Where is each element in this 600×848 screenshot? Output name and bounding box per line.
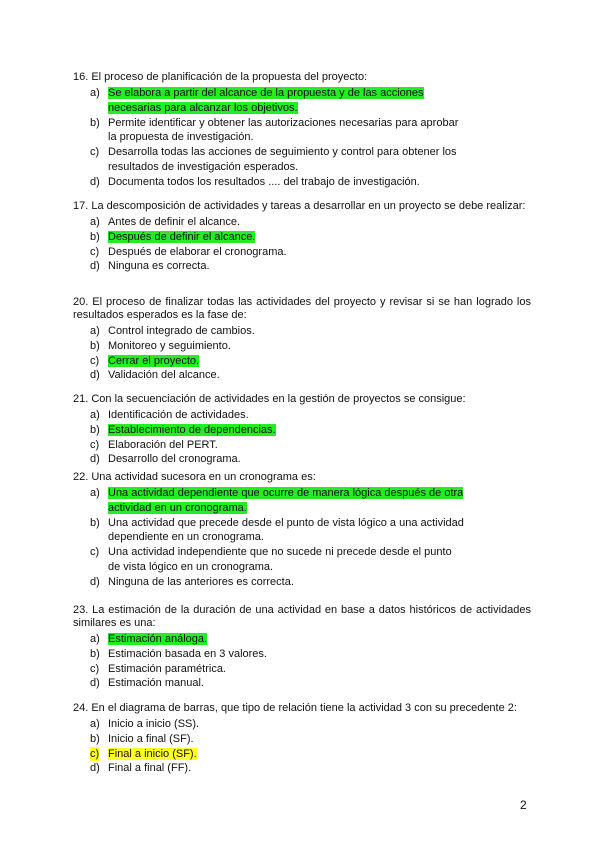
option-text: Desarrollo del cronograma. <box>108 453 241 466</box>
question-16 <box>73 71 531 190</box>
question-stem: 16. El proceso de planificación de la propuesta del proyecto: <box>73 71 368 83</box>
option-text: Monitoreo y seguimiento. <box>108 339 231 352</box>
option-text: Estimación manual. <box>108 677 204 690</box>
question-22 <box>73 471 531 590</box>
option-letter: c) <box>90 546 100 559</box>
answer-option <box>73 339 531 354</box>
option-letter: b) <box>90 230 100 243</box>
option-letter: b) <box>90 116 100 129</box>
page-number: 2 <box>520 798 527 812</box>
answer-option <box>73 632 531 647</box>
highlighted-answer-text: en un cronograma. <box>154 501 247 514</box>
option-letter: b) <box>90 423 100 436</box>
option-letter: a) <box>90 216 100 228</box>
answer-option <box>73 408 531 423</box>
answer-option <box>73 86 531 116</box>
question-stem: 17. La descomposición de actividades y tareas a desarrollar en un proyecto se debe realizar: <box>73 200 526 212</box>
highlighted-answer-text: Establecimiento de dependencias. <box>108 423 276 436</box>
option-text: dependiente en un cronograma. <box>108 531 264 544</box>
option-text: Final a final (FF). <box>108 762 192 775</box>
answer-option <box>73 662 531 677</box>
answer-option <box>73 438 531 453</box>
answer-option <box>73 486 531 516</box>
option-letter: c) <box>90 245 100 258</box>
highlighted-answer-text: Cerrar el proyecto. <box>108 354 200 367</box>
option-letter: c) <box>90 146 100 159</box>
answer-option <box>73 747 531 762</box>
option-text: Estimación basada en 3 valores. <box>108 647 267 660</box>
option-letter: a) <box>90 487 100 499</box>
highlighted-answer-text: Se elabora a partir del alcance de la propuesta y de las acciones <box>108 87 424 99</box>
option-text: resultados de investigación esperados. <box>108 160 299 173</box>
answer-option <box>73 215 531 230</box>
answer-option <box>73 761 531 776</box>
option-letter: c) <box>90 662 100 675</box>
question-stem: 20. El proceso de finalizar todas las actividades del proyecto y revisar si se han logrado los resultados esperados es la fase de: <box>73 296 531 321</box>
option-letter: c) <box>90 747 100 760</box>
option-text: Estimación paramétrica. <box>108 662 226 675</box>
option-letter: b) <box>90 647 100 660</box>
option-letter: b) <box>90 339 100 352</box>
option-text: Ninguna es correcta. <box>108 260 210 273</box>
option-letter: b) <box>90 516 100 529</box>
answer-option <box>73 717 531 732</box>
answer-option <box>73 732 531 747</box>
question-20 <box>73 296 531 383</box>
answer-option <box>73 676 531 691</box>
question-24 <box>73 702 531 776</box>
answer-option <box>73 145 531 175</box>
highlighted-answer-text: Después de definir el alcance. <box>108 230 256 243</box>
option-text: Una actividad que precede desde el punto de vista lógico a una actividad <box>108 516 464 529</box>
question-stem: 23. La estimación de la duración de una actividad en base a datos históricos de actividades similares es una: <box>73 604 531 629</box>
question-23 <box>73 604 531 691</box>
option-text: Documenta todos los resultados .... del trabajo de investigación. <box>108 175 420 188</box>
answer-option <box>73 116 531 146</box>
answer-option <box>73 245 531 260</box>
highlighted-answer-text: actividad <box>108 501 155 514</box>
highlighted-answer-text: Final a inicio (SF). <box>108 747 197 760</box>
answer-option <box>73 354 531 369</box>
highlighted-answer-text: Una actividad dependiente que ocurre de manera lógica después de otra <box>108 487 464 499</box>
question-17 <box>73 200 531 274</box>
option-text: Ninguna de las anteriores es correcta. <box>108 575 294 588</box>
option-letter: d) <box>90 175 100 188</box>
highlighted-answer-text: Estimación análoga. <box>108 633 208 645</box>
option-letter: c) <box>90 354 100 367</box>
option-text: Permite identificar y obtener las autorizaciones necesarias para aprobar <box>108 116 459 129</box>
highlighted-answer-text: necesarias para <box>108 101 190 114</box>
option-letter: d) <box>90 677 100 690</box>
option-text: Identificación de actividades. <box>108 409 249 421</box>
option-letter: b) <box>90 732 100 745</box>
option-letter: a) <box>90 718 100 730</box>
highlighted-answer-text: alcanzar los objetivos. <box>189 101 298 114</box>
option-letter: d) <box>90 762 100 775</box>
option-letter: c) <box>90 438 100 451</box>
answer-option <box>73 324 531 339</box>
answer-option <box>73 368 531 383</box>
answer-option <box>73 575 531 590</box>
answer-option <box>73 423 531 438</box>
answer-option <box>73 516 531 546</box>
option-text: Validación del alcance. <box>108 369 220 382</box>
option-letter: a) <box>90 87 100 99</box>
option-text: Control integrado de cambios. <box>108 325 255 337</box>
option-letter: d) <box>90 453 100 466</box>
question-stem: 21. Con la secuenciación de actividades en la gestión de proyectos se consigue: <box>73 393 466 405</box>
option-letter: a) <box>90 409 100 421</box>
option-text: Antes de definir el alcance. <box>108 216 241 228</box>
answer-option <box>73 259 531 274</box>
option-text: Desarrolla todas las acciones de seguimiento y control para obtener los <box>108 146 457 159</box>
option-text: Después de elaborar el cronograma. <box>108 245 287 258</box>
option-letter: a) <box>90 633 100 645</box>
option-letter: d) <box>90 575 100 588</box>
option-text: Inicio a final (SF). <box>108 732 194 745</box>
answer-option <box>73 545 531 575</box>
option-letter: d) <box>90 369 100 382</box>
option-letter: a) <box>90 325 100 337</box>
option-text: Una actividad independiente que no sucede ni precede desde el punto <box>108 546 452 559</box>
option-text: de vista lógico en un cronograma. <box>108 560 274 573</box>
option-letter: d) <box>90 260 100 273</box>
option-text: Elaboración del PERT. <box>108 438 218 451</box>
option-text: Inicio a inicio (SS). <box>108 718 200 730</box>
question-21 <box>73 393 531 467</box>
option-text: la propuesta de investigación. <box>108 131 254 144</box>
answer-option <box>73 647 531 662</box>
question-stem: 22. Una actividad sucesora en un cronograma es: <box>73 471 316 483</box>
question-stem: 24. En el diagrama de barras, que tipo de relación tiene la actividad 3 con su precedente 2: <box>73 702 517 714</box>
answer-option <box>73 175 531 190</box>
answer-option <box>73 452 531 467</box>
answer-option <box>73 230 531 245</box>
